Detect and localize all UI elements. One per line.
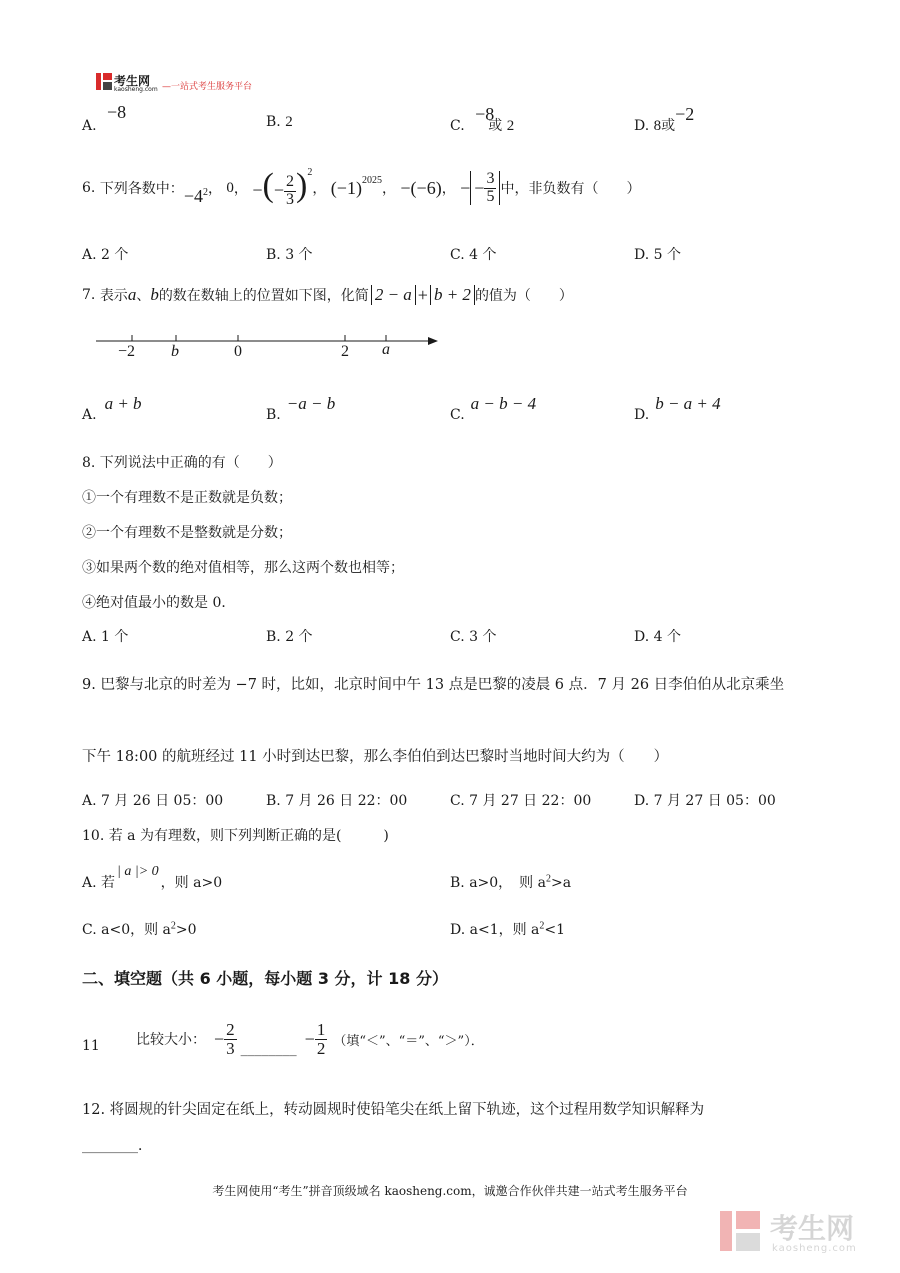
q9-stem-line-1: 9. 巴黎与北京的时差为 −7 时，比如，北京时间中午 13 点是巴黎的凌晨 6 点．7 月 26 日李伯伯从北京乘坐 <box>82 677 785 693</box>
q9-stem-line-2: 下午 18:00 的航班经过 11 小时到达巴黎，那么李伯伯到达巴黎时当地时间大约为（ ） <box>82 749 669 765</box>
q6-stem: 6. 下列各数中： $-4^2$ ， 0 ， −(− $\frac{2}{3}$ )$^2$ ， $(-1)^{2025}$ ， −(−6) ， − − $\frac{3}{5}$ 中，非负数有（ ） <box>82 166 641 209</box>
logo-domain: kaosheng.com <box>114 86 158 93</box>
q12-stem: 12. 将圆规的针尖固定在纸上，转动圆规时使铅笔尖在纸上留下轨迹，这个过程用数学知识解释为 <box>82 1102 705 1118</box>
q5-option-a: A. −8 <box>82 102 127 134</box>
q11-blank[interactable]: ________ <box>240 1041 297 1057</box>
q10-option-d: D. a<1，则 $a^2<1$ <box>450 920 566 938</box>
q8-statement-1: ①一个有理数不是正数就是负数； <box>82 490 292 506</box>
q6-expr-3: −(− $\frac{2}{3}$ )$^2$ <box>252 166 313 209</box>
watermark-domain: kaosheng.com <box>772 1243 857 1254</box>
q6-option-d: D. 5 个 <box>634 247 681 263</box>
arrow-right-icon <box>428 337 438 345</box>
q5-option-c: C. −8或 2 <box>450 104 515 134</box>
axis-label-a: a <box>382 341 390 358</box>
q6-expr-6: − − $\frac{3}{5}$ <box>460 171 500 206</box>
header-slogan: —一站式考生服务平台 <box>162 82 253 92</box>
q8-option-d: D. 4 个 <box>634 629 681 645</box>
q10-option-a: A. 若| a |> 0，则 a>0 <box>82 864 223 891</box>
q8-option-a: A. 1 个 <box>82 629 129 645</box>
q8-statement-2: ②一个有理数不是整数就是分数； <box>82 525 292 541</box>
q6-expr-4: $(-1)^{2025}$ <box>330 174 382 198</box>
q7-option-d: D.b − a + 4 <box>634 394 721 423</box>
q8-stem: 8. 下列说法中正确的有（ ） <box>82 455 282 471</box>
q8-option-b: B. 2 个 <box>266 629 313 645</box>
q7-option-a: A.a + b <box>82 394 142 423</box>
q6-option-b: B. 3 个 <box>266 247 313 263</box>
q8-statement-3: ③如果两个数的绝对值相等，那么这两个数也相等； <box>82 560 404 576</box>
watermark-text: 考生网 <box>770 1212 855 1245</box>
watermark-logo-icon <box>718 1209 762 1253</box>
q8-option-c: C. 3 个 <box>450 629 497 645</box>
q5-option-d: D. 8或−2 <box>634 104 695 134</box>
q6-expr-1: $-4^2$ <box>183 185 208 206</box>
q10-stem: 10. 若 a 为有理数，则下列判断正确的是( ) <box>82 828 389 844</box>
q11-stem: 比较大小： − $\frac{2}{3}$ ________ − $\frac{1}{2}$ （填“＜”、“＝”、“＞”）． <box>136 1019 484 1058</box>
section-heading: 二、填空题（共 6 小题，每小题 3 分，计 18 分） <box>82 969 448 988</box>
q10-option-c: C. a<0，则 $a^2>0$ <box>82 920 197 938</box>
logo-text: 考生网 <box>114 74 151 88</box>
q7-option-b: B.−a − b <box>266 394 336 423</box>
q8-statement-4: ④绝对值最小的数是 0． <box>82 595 236 611</box>
q12-blank[interactable]: ________． <box>82 1138 152 1154</box>
q9-option-d: D. 7 月 27 日 05：00 <box>634 793 776 809</box>
axis-label-2: 2 <box>341 343 349 360</box>
q7-stem: 7. 表示 a 、 b 的数在数轴上的位置如下图，化简 2 − a + b + 2 的值为（ ） <box>82 284 573 305</box>
q5-option-b: B. 2 <box>266 114 293 130</box>
q6-option-c: C. 4 个 <box>450 247 497 263</box>
q9-option-c: C. 7 月 27 日 22：00 <box>450 793 592 809</box>
q9-option-a: A. 7 月 26 日 05：00 <box>82 793 224 809</box>
axis-label-b: b <box>171 343 179 360</box>
q6-expr-5: −(−6) <box>400 177 442 198</box>
brand-logo-icon <box>96 73 112 90</box>
axis-label-neg2: −2 <box>118 343 136 360</box>
footer-text: 考生网使用“考生”拼音顶级域名 kaosheng.com，诚邀合作伙伴共建一站式考生服务平台 <box>212 1184 688 1198</box>
q7-option-c: C.a − b − 4 <box>450 394 537 423</box>
q10-option-b: B. a>0， 则 $a^2>a$ <box>450 873 572 891</box>
q9-option-b: B. 7 月 26 日 22：00 <box>266 793 408 809</box>
q6-option-a: A. 2 个 <box>82 247 129 263</box>
watermark <box>718 1207 878 1257</box>
q11-number: 11 <box>82 1038 100 1054</box>
axis-label-0: 0 <box>234 343 242 360</box>
